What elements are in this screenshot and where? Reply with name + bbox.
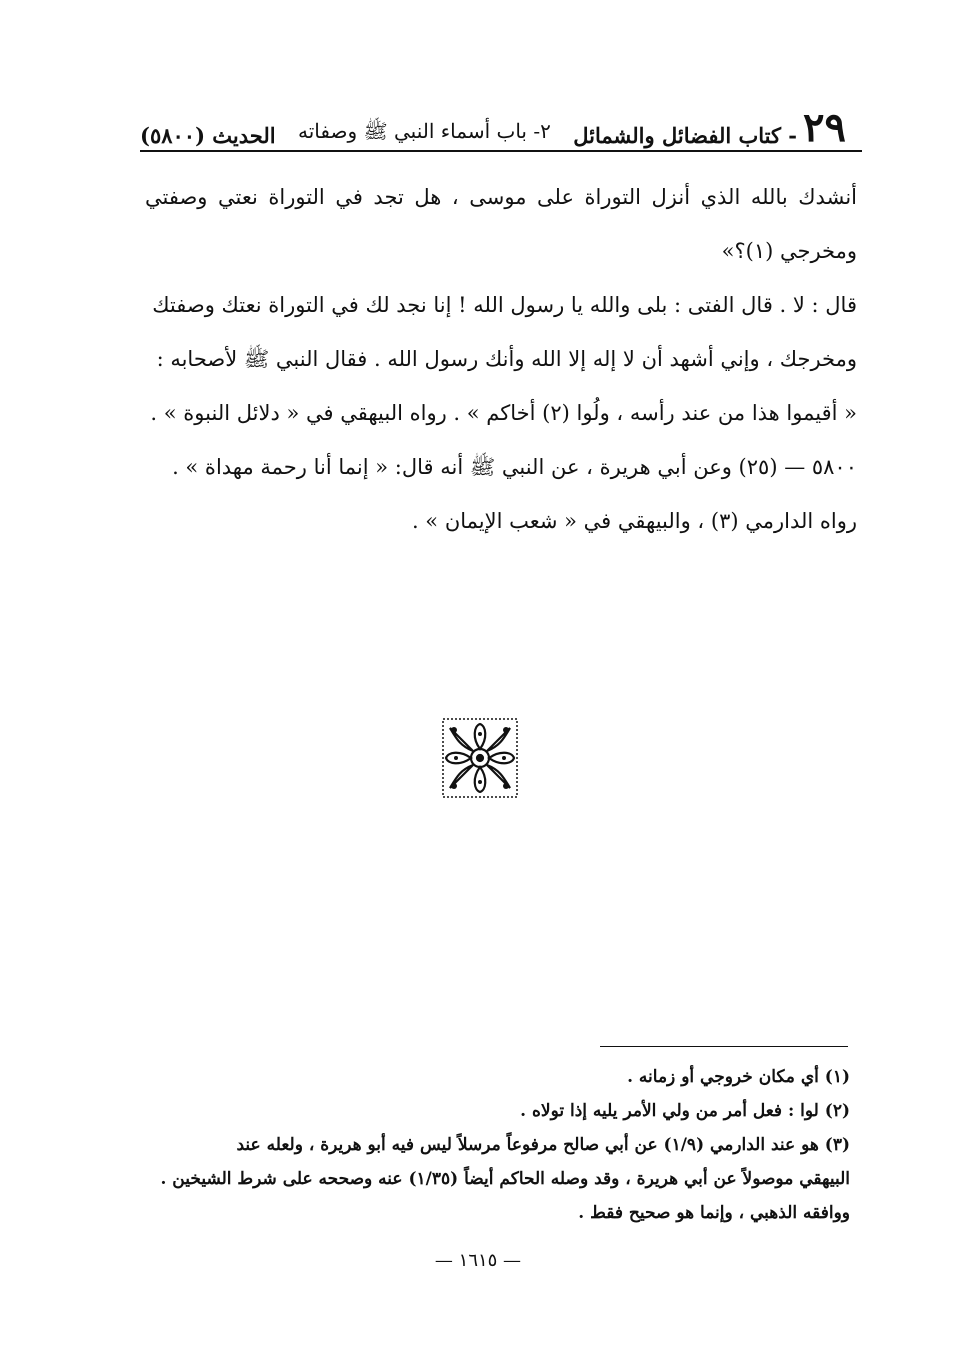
footnotes [145, 1060, 850, 1230]
text-line: قال : لا . قال الفتى : بلى والله يا رسول الله ! إنا نجد لك في التوراة نعتك وصفتك [152, 293, 857, 317]
chapter-heading [573, 104, 846, 151]
header-divider [140, 150, 862, 152]
text-line: ٥٨٠٠ — (٢٥) وعن أبي هريرة ، عن النبي ﷺ أنه قال: « إنما أنا رحمة مهداة » . [172, 455, 857, 479]
footnote: (٢) لوا : فعل أمر من ولي الأمر يليه إذا تولاه . [520, 1101, 850, 1121]
page-number: — ١٦١٥ — [434, 1250, 522, 1271]
footnote: (١) أي مكان خروجي أو زمانه . [627, 1067, 850, 1087]
footnote: (٣) هو عند الدارمي (١/٩) عن أبي صالح مرفوعاً مرسلاً ليس فيه أبو هريرة ، ولعله عند [236, 1135, 850, 1155]
section-title: ٢- باب أسماء النبي ﷺ وصفاته [298, 119, 551, 143]
floral-ornament-icon [440, 716, 520, 800]
text-line: أنشدك بالله الذي أنزل التوراة على موسى ، هل تجد في التوراة نعتي وصفتي ومخرجي (١)؟» [145, 185, 857, 263]
page-header [140, 98, 846, 151]
main-text [145, 170, 857, 548]
chapter-title: - كتاب الفضائل والشمائل [573, 123, 798, 148]
footnote-divider [600, 1046, 848, 1047]
footnote: البيهقي موصولاً عن أبي هريرة ، وقد وصله الحاكم أيضاً (١/٣٥) عنه وصححه على شرط الشيخين . [160, 1169, 850, 1189]
hadith-reference: الحديث (٥٨٠٠) [140, 123, 276, 148]
text-line: ومخرجك ، وإني أشهد أن لا إله إلا الله وأنك رسول الله . فقال النبي ﷺ لأصحابه : [156, 347, 857, 371]
text-line: « أقيموا هذا من عند رأسه ، ولُوا (٢) أخاكم » . رواه البيهقي في « دلائل النبوة » . [150, 401, 857, 425]
chapter-number: ٢٩ [803, 104, 846, 151]
footnote: ووافقه الذهبي ، وإنما هو صحيح فقط . [578, 1203, 850, 1223]
text-line: رواه الدارمي (٣) ، والبيهقي في « شعب الإيمان » . [411, 509, 857, 533]
